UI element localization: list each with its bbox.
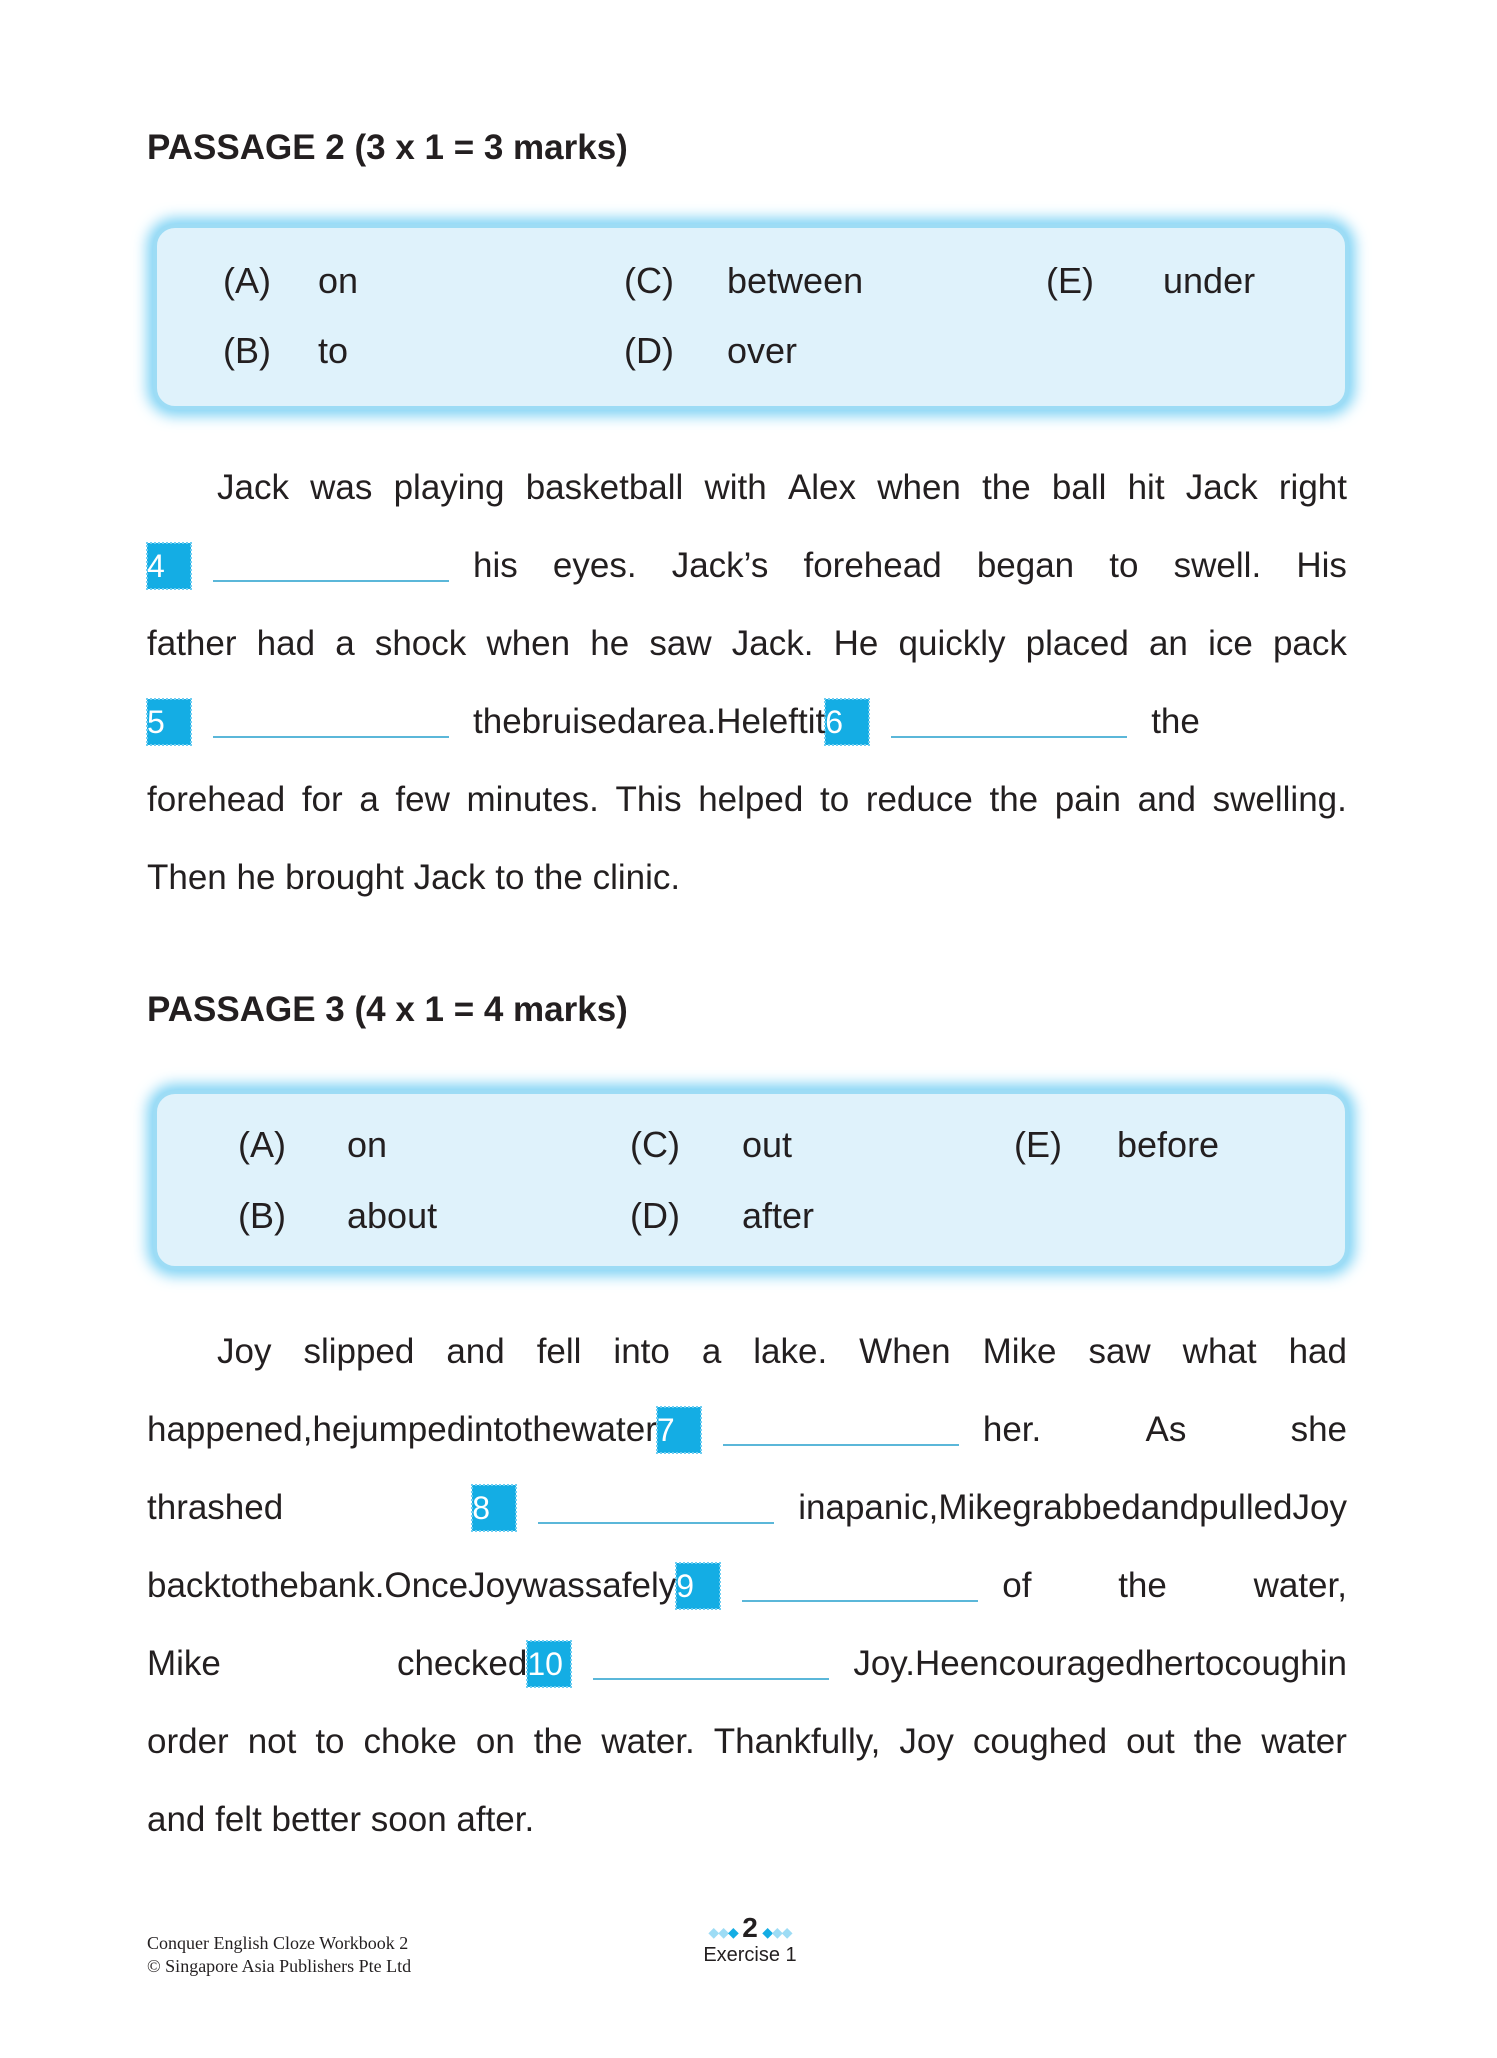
question-number: 7	[657, 1407, 701, 1453]
text-line	[147, 605, 1347, 683]
passage-text: of the water,	[1002, 1566, 1347, 1605]
passage-text: forehead for a few minutes. This helped to reduce the pain and swelling.	[147, 780, 1347, 819]
passage-text: happened, he jumped into the water	[147, 1410, 657, 1449]
passage-text: father had a shock when he saw Jack. He quickly placed an ice pack	[147, 624, 1347, 663]
option-letter: (A)	[223, 260, 271, 301]
text-line	[147, 683, 1347, 761]
question-number: 10	[527, 1641, 571, 1687]
question-number: 4	[147, 543, 191, 589]
option-letter: (B)	[223, 330, 271, 371]
question-number: 8	[472, 1485, 516, 1531]
passage-text: Then he brought Jack to the clinic.	[147, 858, 681, 897]
diamond-decoration-icon: ◆◆	[772, 1924, 792, 1940]
passage-2-text	[147, 449, 1347, 917]
passage-text: order not to choke on the water. Thankfully, Joy coughed out the water	[147, 1722, 1347, 1761]
text-line	[147, 1469, 1347, 1547]
answer-blank[interactable]	[891, 706, 1127, 738]
footer-credits	[147, 1932, 411, 1978]
option-word: before	[1117, 1124, 1220, 1165]
option-word: under	[1163, 260, 1256, 301]
passage-text: Jack was playing basketball with Alex when the ball hit Jack right	[217, 468, 1347, 507]
option-letter: (E)	[1014, 1124, 1062, 1165]
passage-text: Joy. He encouraged her to cough in	[853, 1644, 1347, 1683]
option-word: to	[318, 330, 349, 371]
option-letter: (C)	[624, 260, 674, 301]
text-line	[147, 1313, 1347, 1391]
passage-3-title: PASSAGE 3 (4 x 1 = 4 marks)	[147, 990, 628, 1029]
question-number: 6	[825, 699, 869, 745]
option-word: about	[347, 1195, 438, 1236]
passage-2-title: PASSAGE 2 (3 x 1 = 3 marks)	[147, 128, 628, 167]
book-title: Conquer English Cloze Workbook 2	[147, 1933, 409, 1953]
option-word: on	[347, 1124, 388, 1165]
diamond-decoration-icon: ◆	[727, 1924, 738, 1940]
copyright: © Singapore Asia Publishers Pte Ltd	[147, 1956, 412, 1976]
passage-3-options-box	[153, 1090, 1349, 1270]
passage-text: the	[1151, 702, 1200, 741]
option-letter: (B)	[238, 1195, 286, 1236]
text-line	[147, 1547, 1347, 1625]
answer-blank[interactable]	[742, 1570, 978, 1602]
passage-text: his eyes. Jack’s forehead began to swell. His	[473, 546, 1347, 585]
passage-text: Mike checked	[147, 1644, 528, 1683]
option-letter: (A)	[238, 1124, 286, 1165]
answer-blank[interactable]	[723, 1414, 959, 1446]
passage-text: her. As she	[982, 1410, 1347, 1449]
passage-2-options-box	[153, 224, 1349, 410]
option-letter: (D)	[624, 330, 674, 371]
text-line	[147, 1625, 1347, 1703]
page-number: 2	[742, 1912, 758, 1943]
text-line	[147, 1781, 1347, 1859]
text-line	[147, 761, 1347, 839]
question-number: 5	[147, 699, 191, 745]
text-line	[147, 449, 1347, 527]
passage-text: thrashed	[147, 1488, 284, 1527]
option-word: between	[727, 260, 864, 301]
option-letter: (D)	[630, 1195, 680, 1236]
answer-blank[interactable]	[213, 706, 449, 738]
option-letter: (C)	[630, 1124, 680, 1165]
text-line	[147, 1703, 1347, 1781]
answer-blank[interactable]	[213, 550, 449, 582]
passage-text: the bruised area. He left it	[473, 702, 826, 741]
passage-text: and felt better soon after.	[147, 1800, 535, 1839]
answer-blank[interactable]	[593, 1648, 829, 1680]
diamond-decoration-icon: ◆	[762, 1924, 773, 1940]
page-footer	[650, 1912, 850, 1967]
question-number: 9	[676, 1563, 720, 1609]
passage-text: Joy slipped and fell into a lake. When Mike saw what had	[217, 1332, 1347, 1371]
answer-blank[interactable]	[538, 1492, 774, 1524]
option-letter: (E)	[1046, 260, 1094, 301]
exercise-label: Exercise 1	[703, 1944, 797, 1966]
passage-text: back to the bank. Once Joy was safely	[147, 1566, 677, 1605]
diamond-decoration-icon: ◆◆	[708, 1924, 728, 1940]
option-word: on	[318, 260, 359, 301]
option-word: over	[727, 330, 798, 371]
text-line	[147, 527, 1347, 605]
text-line	[147, 1391, 1347, 1469]
option-word: after	[742, 1195, 815, 1236]
passage-text: in a panic, Mike grabbed and pulled Joy	[798, 1488, 1347, 1527]
text-line	[147, 839, 1347, 917]
passage-3-text	[147, 1313, 1347, 1859]
option-word: out	[742, 1124, 793, 1165]
